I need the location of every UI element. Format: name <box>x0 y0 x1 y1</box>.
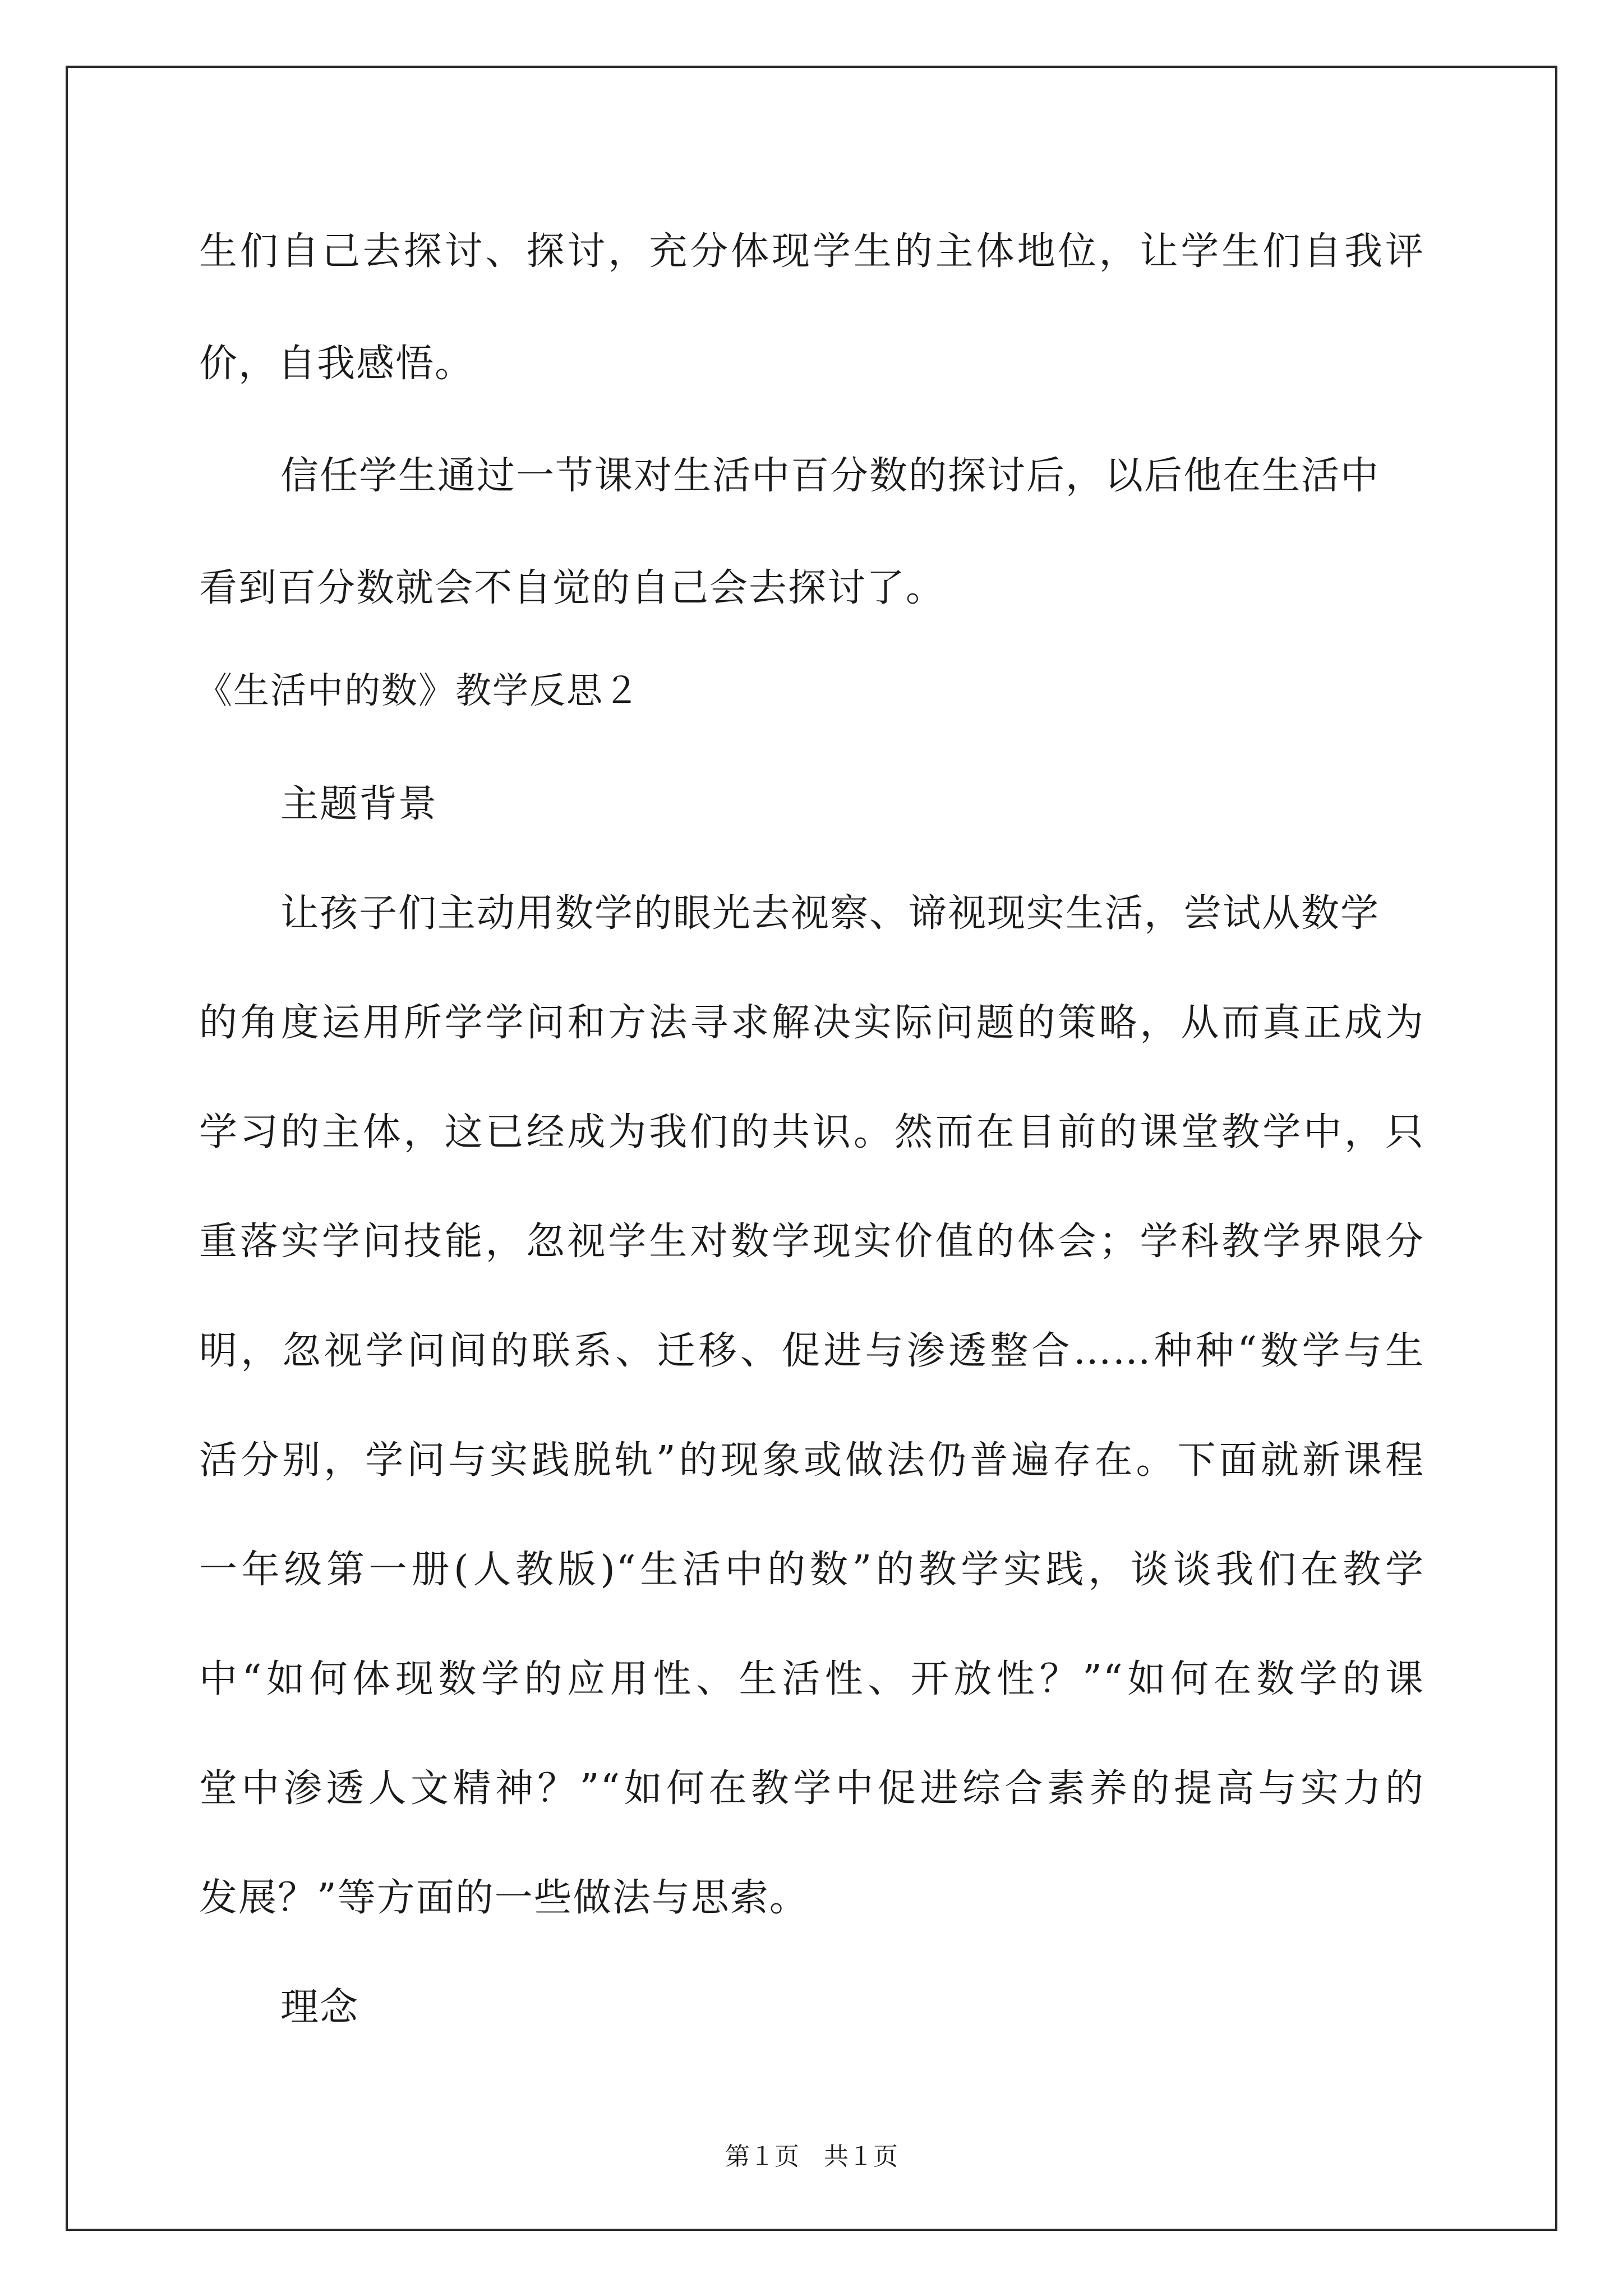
subsection-heading: 主题背景 <box>280 782 438 826</box>
paragraph-line: 中“如何体现数学的应用性、生活性、开放性？”“如何在数学的课 <box>199 1657 1424 1701</box>
paragraph-line: 生们自己去探讨、探讨，充分体现学生的主体地位，让学生们自我评 <box>199 229 1424 274</box>
section-title: 《生活中的数》教学反思２ <box>196 670 640 712</box>
paragraph-line: 重落实学问技能，忽视学生对数学现实价值的体会；学科教学界限分 <box>199 1220 1424 1264</box>
paragraph-line: 明，忽视学问间的联系、迁移、促进与渗透整合……种种“数学与生 <box>199 1329 1424 1373</box>
paragraph-line: 发展？”等方面的一些做法与思索。 <box>199 1876 809 1920</box>
paragraph-line: 活分别，学问与实践脱轨”的现象或做法仍普遍存在。下面就新课程 <box>199 1438 1424 1483</box>
paragraph-line: 学习的主体，这已经成为我们的共识。然而在目前的课堂教学中，只 <box>199 1110 1424 1154</box>
paragraph-line: 堂中渗透人文精神？”“如何在教学中促进综合素养的提高与实力的 <box>199 1766 1424 1811</box>
paragraph-line: 让孩子们主动用数学的眼光去视察、谛视现实生活，尝试从数学 <box>280 891 1380 936</box>
paragraph-line: 价，自我感悟。 <box>199 342 474 386</box>
page-footer: 第１页 共１页 <box>725 2142 898 2171</box>
paragraph-line: 一年级第一册(人教版)“生活中的数”的教学实践，谈谈我们在教学 <box>199 1548 1424 1592</box>
paragraph-line: 的角度运用所学学问和方法寻求解决实际问题的策略，从而真正成为 <box>199 1001 1424 1045</box>
paragraph-line: 看到百分数就会不自觉的自己会去探讨了。 <box>199 566 946 610</box>
subsection-heading: 理念 <box>280 1985 359 2030</box>
paragraph-line: 信任学生通过一节课对生活中百分数的探讨后，以后他在生活中 <box>280 454 1380 498</box>
